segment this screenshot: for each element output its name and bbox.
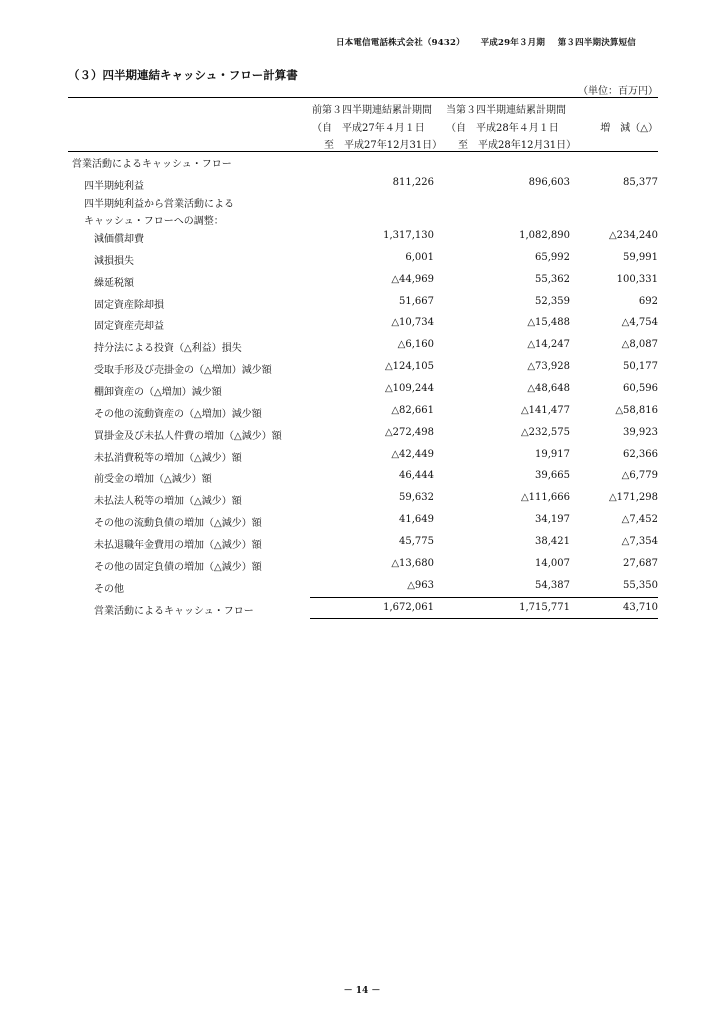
row-prev-value: △124,105 — [384, 361, 434, 373]
row-curr-value: 65,992 — [535, 251, 570, 263]
row-diff-value: 50,177 — [623, 361, 658, 373]
header-rule — [68, 151, 658, 152]
net-income-curr: 896,603 — [528, 177, 570, 188]
adjustment-heading-1: 四半期純利益から営業活動による — [84, 199, 234, 210]
row-curr-value: △73,928 — [527, 361, 570, 373]
row-prev-value: △10,734 — [391, 317, 434, 329]
report-name: 第３四半期決算短信 — [557, 38, 636, 48]
row-prev-value: △272,498 — [384, 426, 434, 438]
total-label: 営業活動によるキャッシュ・フロー — [94, 606, 254, 617]
row-diff-value: 100,331 — [616, 273, 658, 285]
row-label: 未払消費税等の増加（△減少）額 — [94, 452, 242, 464]
bottom-rule — [310, 618, 658, 619]
col-curr-to: 至 平成28年12月31日） — [458, 140, 577, 151]
row-diff-value: 59,991 — [623, 251, 658, 263]
row-diff-value: △7,354 — [621, 535, 658, 547]
row-curr-value: 14,007 — [535, 557, 570, 569]
row-curr-value: 52,359 — [535, 295, 570, 307]
row-curr-value: 54,387 — [535, 579, 570, 591]
adjustment-heading-2: キャッシュ・フローへの調整： — [84, 216, 224, 227]
net-income-diff: 85,377 — [623, 177, 658, 188]
row-diff-value: 60,596 — [623, 383, 658, 394]
row-curr-value: 39,665 — [535, 470, 570, 482]
row-curr-value: 55,362 — [535, 273, 570, 285]
row-diff-value: 55,350 — [623, 579, 658, 591]
page-header — [336, 36, 636, 48]
fiscal-period: 平成29年３月期 — [480, 38, 546, 48]
row-curr-value: 1,082,890 — [519, 230, 570, 241]
net-income-label: 四半期純利益 — [84, 181, 144, 192]
row-prev-value: 45,775 — [399, 535, 434, 547]
section-title: （３）四半期連結キャッシュ・フロー計算書 — [68, 68, 298, 82]
row-curr-value: △14,247 — [527, 339, 570, 351]
category-label: 営業活動によるキャッシュ・フロー — [72, 159, 232, 170]
company-name: 日本電信電話株式会社（9432） — [335, 38, 465, 48]
row-label: 未払法人税等の増加（△減少）額 — [94, 496, 242, 508]
row-label: その他の固定負債の増加（△減少）額 — [94, 561, 262, 573]
row-label: 未払退職年金費用の増加（△減少）額 — [94, 539, 262, 551]
unit-label: （単位：百万円） — [578, 86, 658, 97]
row-diff-value: △234,240 — [608, 230, 658, 241]
col-curr-title: 当第３四半期連結累計期間 — [446, 105, 566, 116]
total-diff: 43,710 — [623, 602, 658, 613]
row-label: 固定資産売却益 — [94, 321, 164, 333]
row-curr-value: 19,917 — [535, 448, 570, 460]
col-prev-to: 至 平成27年12月31日） — [324, 140, 443, 151]
row-diff-value: 39,923 — [623, 426, 658, 438]
row-prev-value: △109,244 — [384, 383, 434, 394]
row-diff-value: 27,687 — [623, 557, 658, 569]
row-curr-value: 34,197 — [535, 514, 570, 525]
row-curr-value: △232,575 — [520, 426, 570, 438]
row-prev-value: 46,444 — [399, 470, 434, 482]
row-curr-value: △48,648 — [527, 383, 570, 394]
row-label: 減価償却費 — [94, 234, 144, 245]
row-curr-value: △15,488 — [527, 317, 570, 329]
row-label: 買掛金及び未払人件費の増加（△減少）額 — [94, 430, 282, 442]
row-label: 棚卸資産の（△増加）減少額 — [94, 387, 222, 398]
row-diff-value: △58,816 — [615, 404, 658, 416]
total-rule — [310, 597, 658, 598]
row-label: 繰延税額 — [94, 277, 134, 289]
row-curr-value: △111,666 — [520, 492, 570, 504]
row-curr-value: △141,477 — [520, 404, 570, 416]
col-prev-title: 前第３四半期連結累計期間 — [312, 105, 432, 116]
total-curr: 1,715,771 — [519, 602, 570, 613]
row-label: その他の流動負債の増加（△減少）額 — [94, 518, 262, 529]
row-prev-value: 51,667 — [399, 295, 434, 307]
row-diff-value: △8,087 — [621, 339, 658, 351]
row-prev-value: △42,449 — [391, 448, 434, 460]
row-diff-value: △171,298 — [608, 492, 658, 504]
row-label: 受取手形及び売掛金の（△増加）減少額 — [94, 365, 272, 377]
row-label: 前受金の増加（△減少）額 — [94, 474, 212, 486]
row-diff-value: △6,779 — [621, 470, 658, 482]
row-prev-value: 41,649 — [399, 514, 434, 525]
row-diff-value: 692 — [638, 295, 658, 307]
row-prev-value: 1,317,130 — [383, 230, 434, 241]
row-curr-value: 38,421 — [535, 535, 570, 547]
row-prev-value: △13,680 — [391, 557, 434, 569]
row-diff-value: △4,754 — [621, 317, 658, 329]
top-rule — [68, 97, 658, 98]
row-prev-value: 59,632 — [399, 492, 434, 504]
row-diff-value: 62,366 — [623, 448, 658, 460]
row-label: その他の流動資産の（△増加）減少額 — [94, 408, 262, 420]
row-label: 減損損失 — [94, 255, 134, 267]
row-diff-value: △7,452 — [621, 514, 658, 525]
col-curr-from: （自 平成28年４月１日 — [446, 123, 559, 134]
page-number: － 14 － — [343, 986, 381, 996]
row-prev-value: △44,969 — [391, 273, 434, 285]
col-prev-from: （自 平成27年４月１日 — [312, 123, 425, 134]
total-prev: 1,672,061 — [383, 602, 434, 613]
row-prev-value: △82,661 — [391, 404, 434, 416]
row-prev-value: △6,160 — [397, 339, 434, 351]
row-prev-value: 6,001 — [405, 251, 434, 263]
row-label: 固定資産除却損 — [94, 299, 164, 311]
row-label: その他 — [94, 583, 124, 595]
row-label: 持分法による投資（△利益）損失 — [94, 343, 242, 355]
col-diff-title: 増 減（△） — [600, 123, 658, 134]
net-income-prev: 811,226 — [392, 177, 434, 188]
row-prev-value: △963 — [407, 579, 434, 591]
